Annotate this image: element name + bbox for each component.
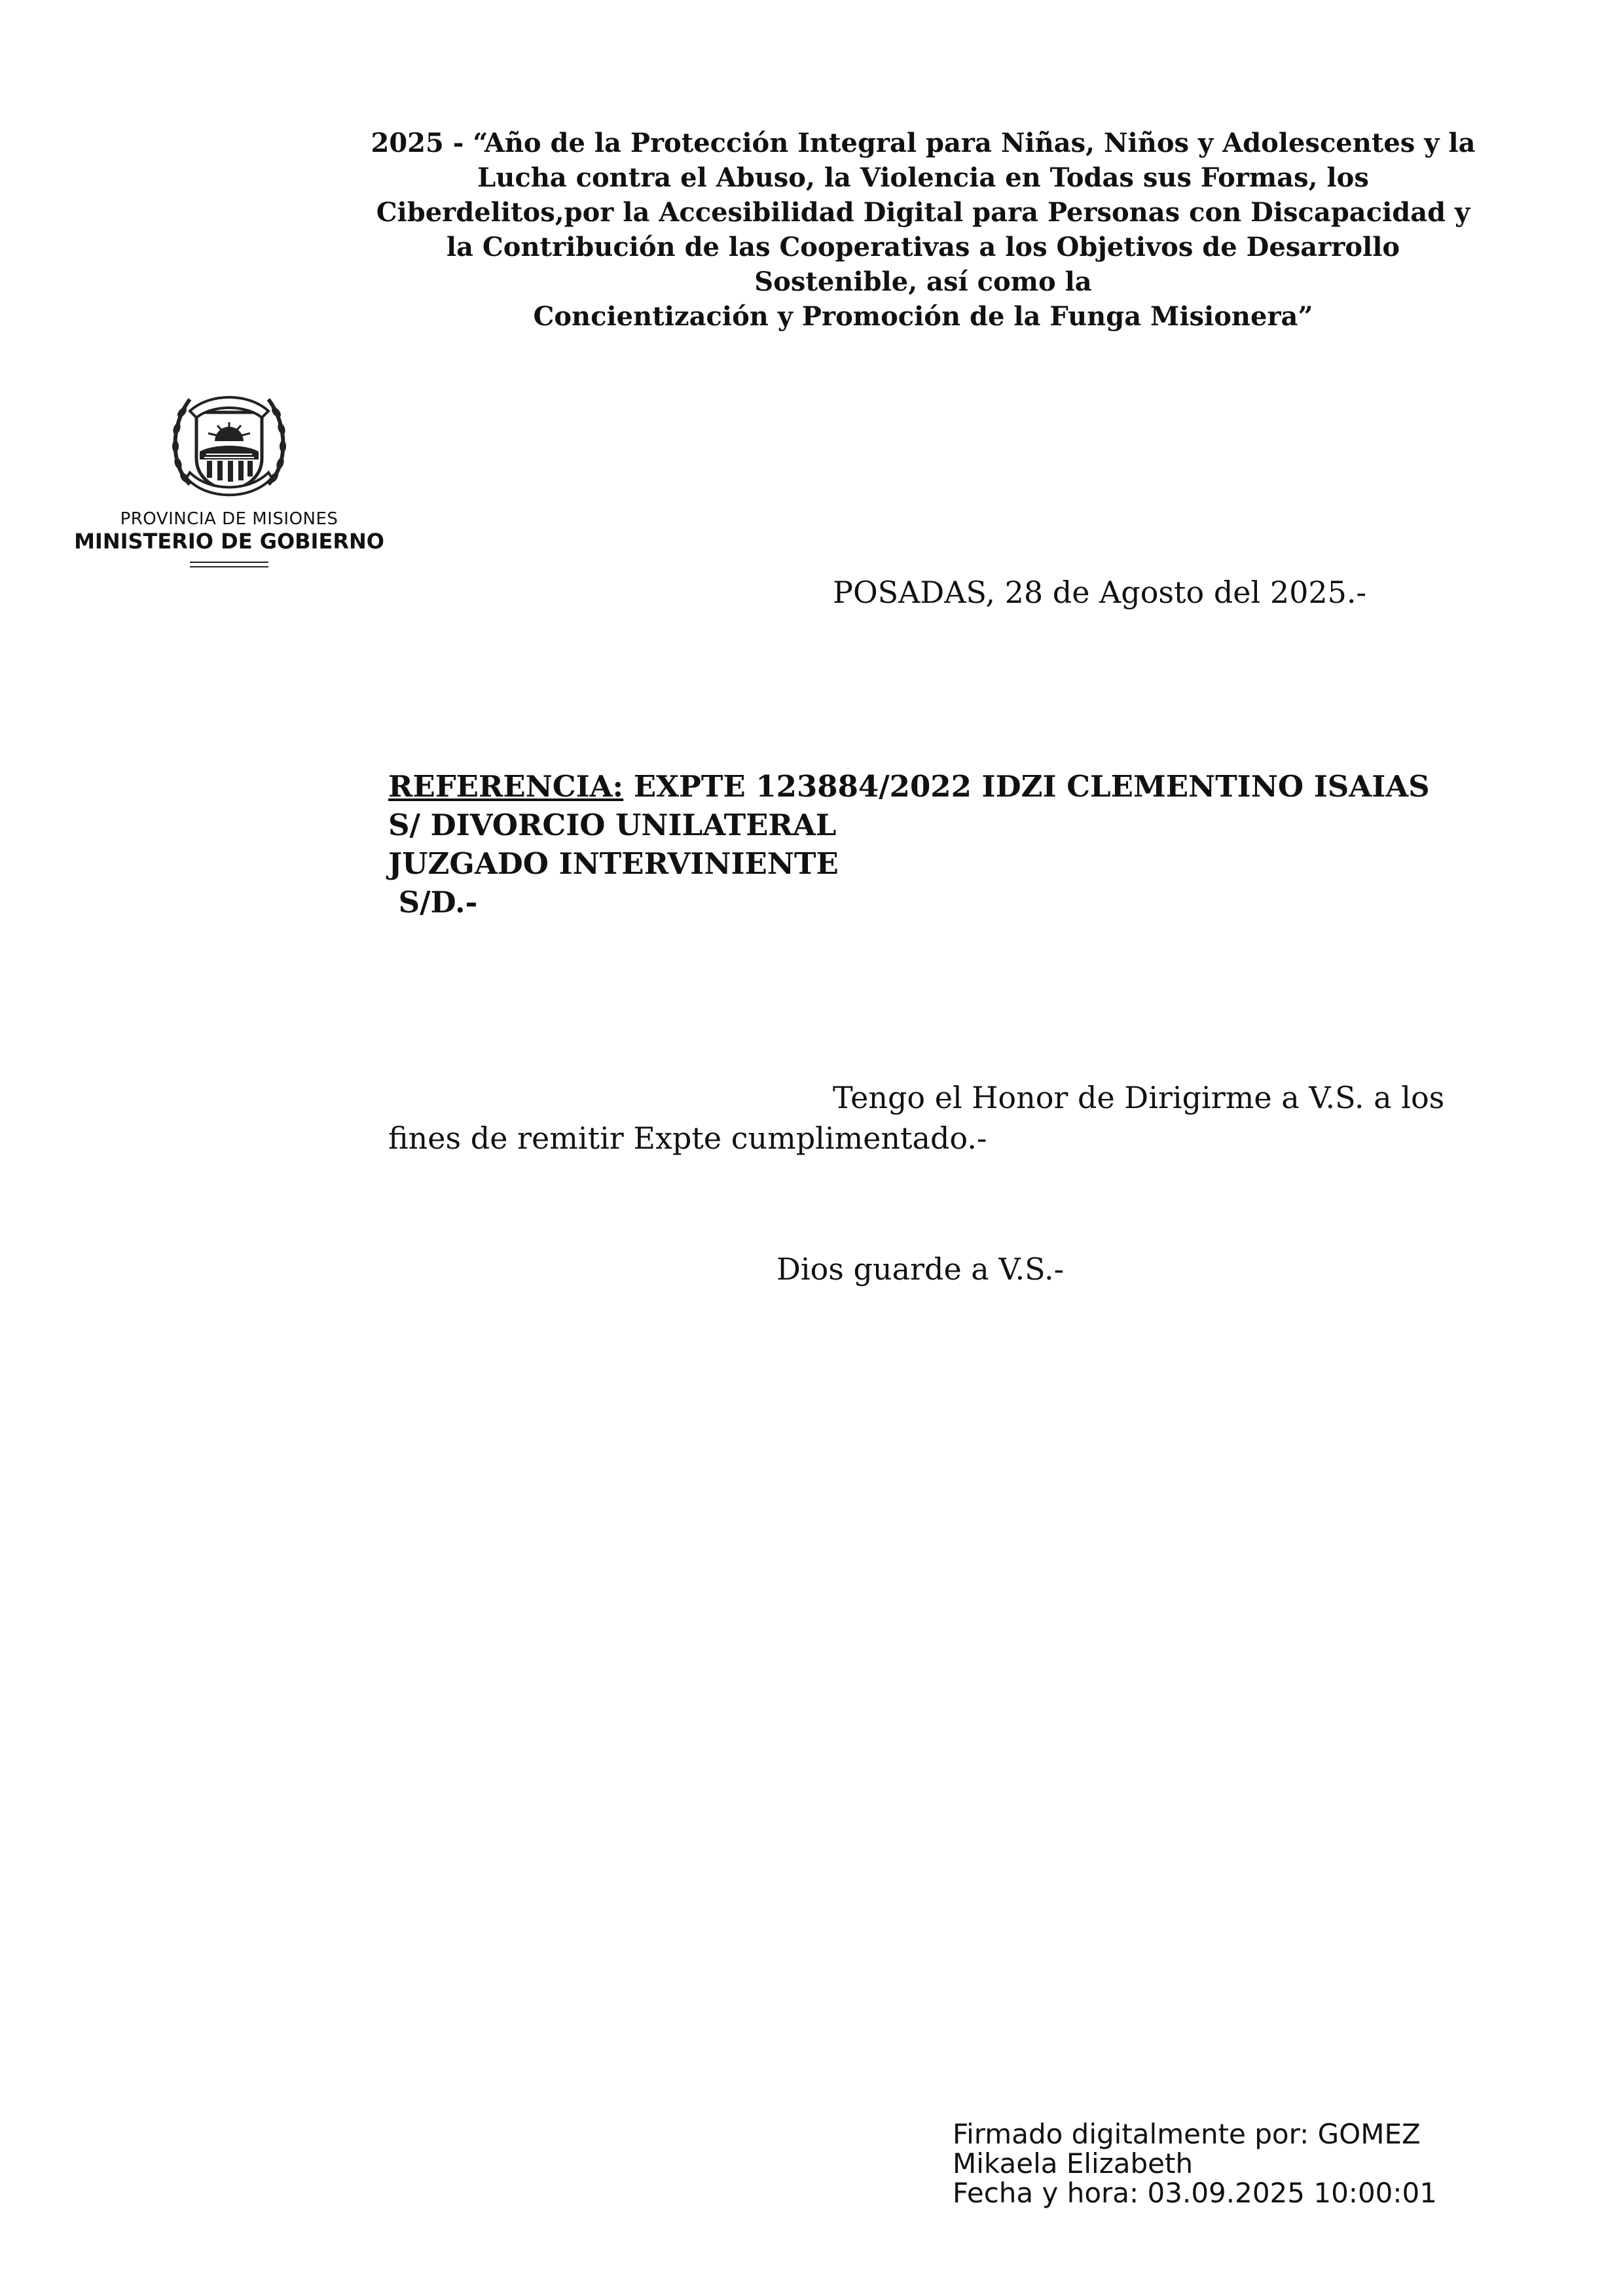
motto-line: Lucha contra el Abuso, la Violencia en Todas sus Formas, los <box>477 162 1369 193</box>
motto-line: 2025 - “Año de la Protección Integral para Niñas, Niños y Adolescentes y la <box>371 128 1476 158</box>
reference-label: REFERENCIA: <box>388 769 624 804</box>
signature-line-1: Firmado digitalmente por: GOMEZ <box>953 2118 1421 2150</box>
reference-line-3: JUZGADO INTERVINIENTE <box>388 846 839 881</box>
reference-line-2: S/ DIVORCIO UNILATERAL <box>388 808 837 842</box>
closing-salutation: Dios guarde a V.S.- <box>776 1251 1065 1287</box>
body-line-2: fines de remitir Expte cumplimentado.- <box>388 1121 987 1156</box>
logo-ministry-text: MINISTERIO DE GOBIERNO <box>74 529 384 554</box>
ministry-logo <box>72 386 386 583</box>
motto-line: Concientización y Promoción de la Funga Misionera” <box>533 301 1313 332</box>
motto-line: Sostenible, así como la <box>754 266 1092 297</box>
reference-line-1 <box>388 767 1430 806</box>
body-line-1: Tengo el Honor de Dirigirme a V.S. a los <box>833 1080 1445 1115</box>
signature-line-3: Fecha y hora: 03.09.2025 10:00:01 <box>953 2177 1437 2209</box>
signature-line-2: Mikaela Elizabeth <box>953 2147 1194 2179</box>
provincial-coat-of-arms-icon <box>164 386 295 504</box>
logo-divider <box>190 562 268 567</box>
header-motto <box>367 126 1480 334</box>
reference-block <box>388 767 1430 922</box>
body-paragraph <box>388 1077 1501 1158</box>
digital-signature <box>953 2119 1437 2208</box>
reference-expediente: EXPTE 123884/2022 IDZI CLEMENTINO ISAIAS <box>623 769 1430 804</box>
motto-line: la Contribución de las Cooperativas a los Objetivos de Desarrollo <box>446 232 1400 262</box>
date-line: POSADAS, 28 de Agosto del 2025.- <box>833 575 1367 610</box>
reference-line-4: S/D.- <box>388 885 478 920</box>
logo-province-text: PROVINCIA DE MISIONES <box>120 509 338 529</box>
motto-line: Ciberdelitos,por la Accesibilidad Digital para Personas con Discapacidad y <box>376 197 1470 228</box>
